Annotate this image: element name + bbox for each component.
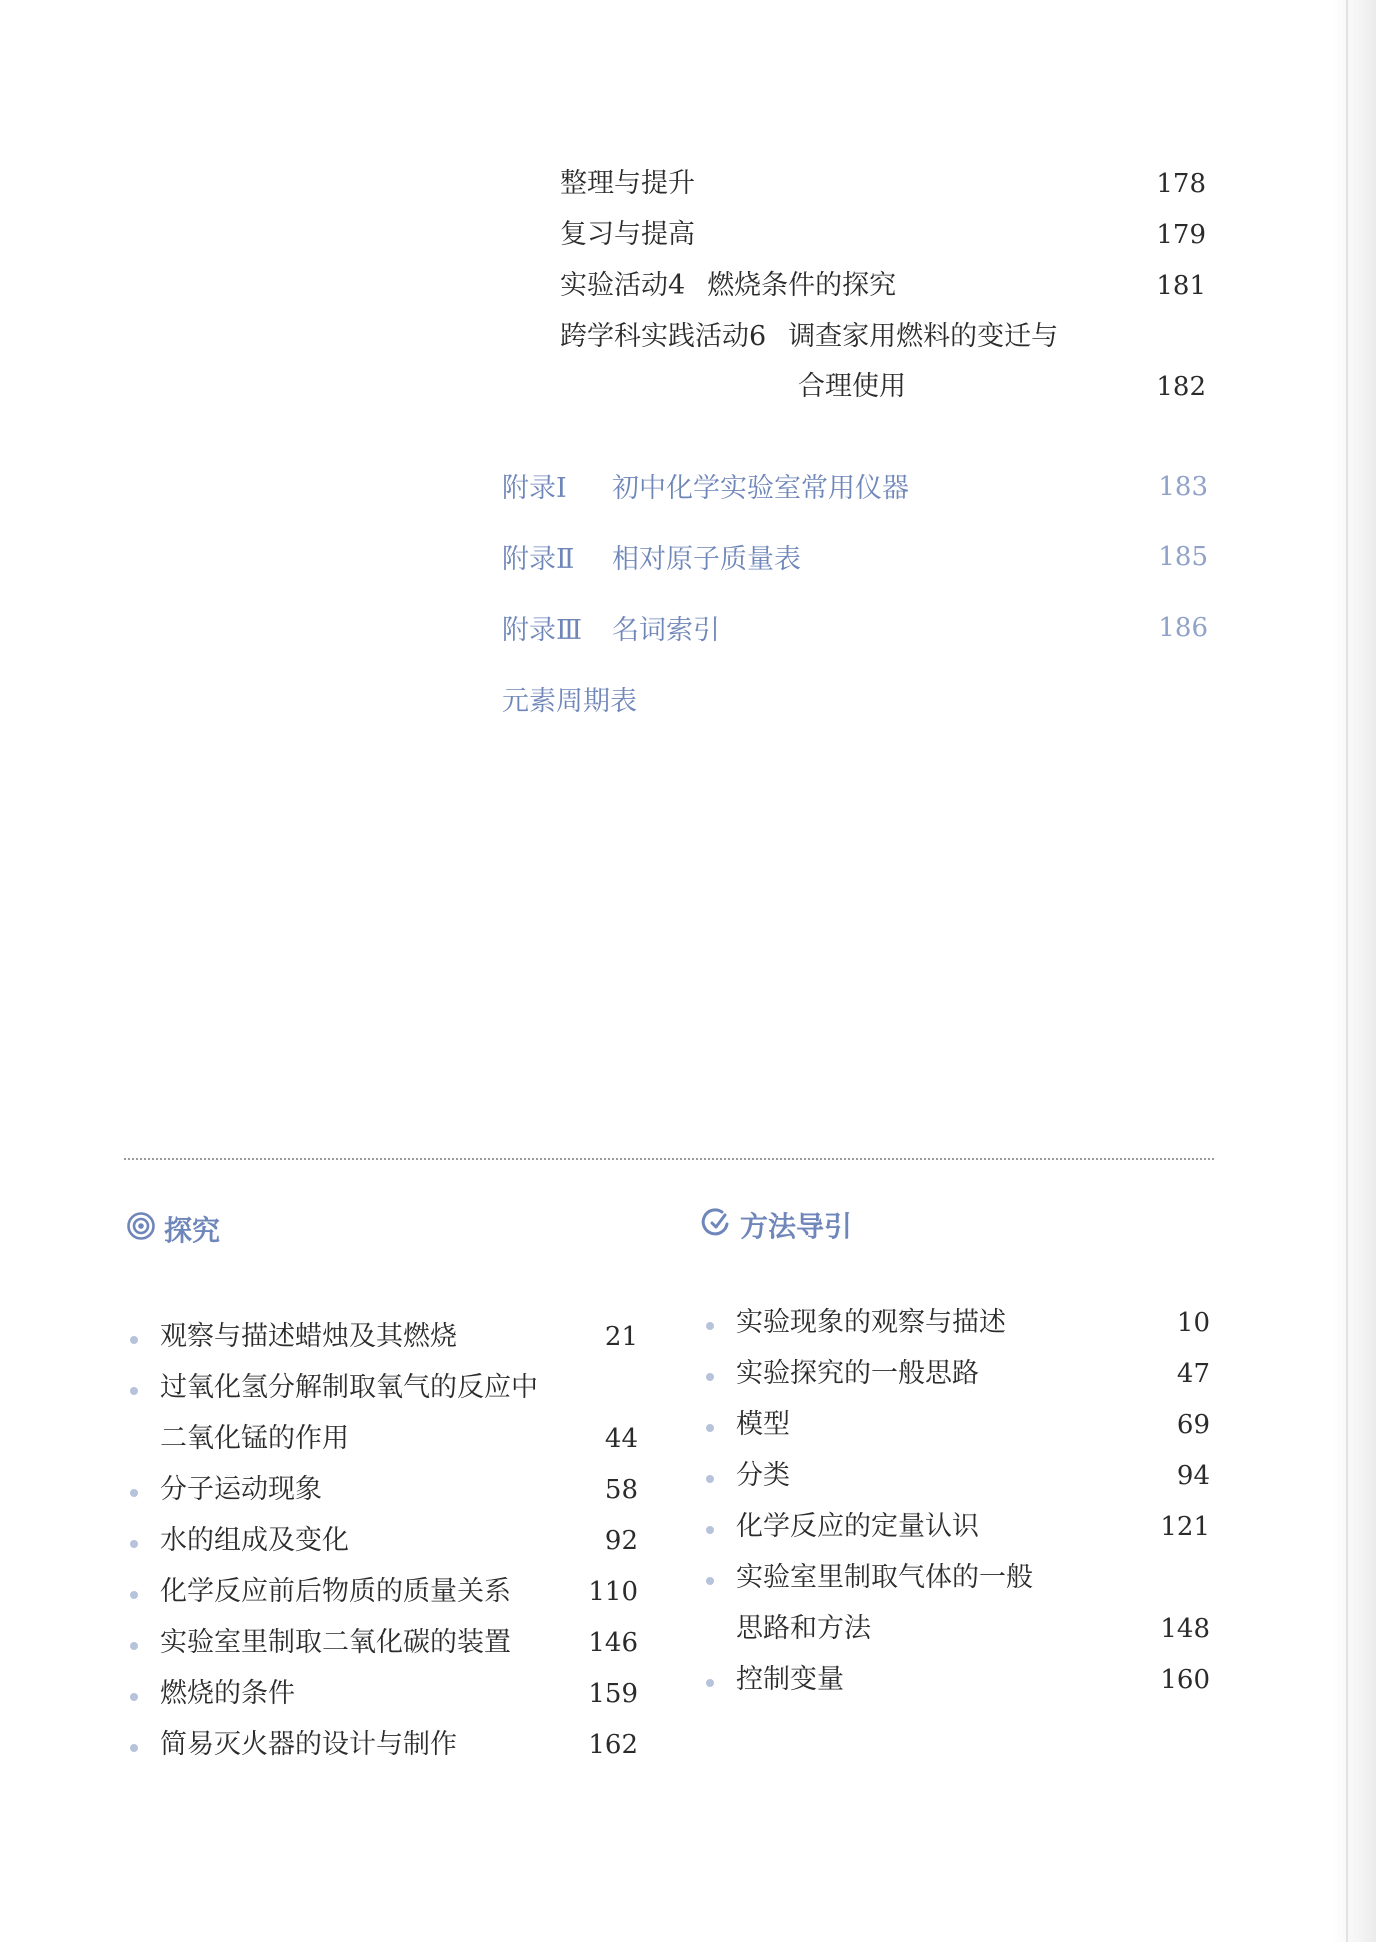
list-bullet: [706, 1577, 714, 1585]
list-item-page: 69: [1176, 1410, 1210, 1440]
list-item-page: 148: [1160, 1614, 1210, 1644]
method-heading: [700, 1205, 852, 1245]
list-item-continued: 思路和方法: [736, 1613, 871, 1644]
appendix-title: 初中化学实验室常用仪器: [612, 473, 909, 504]
list-item: 燃烧的条件: [160, 1678, 295, 1709]
list-item-page: 44: [604, 1424, 638, 1454]
list-bullet: [706, 1679, 714, 1687]
explore-heading-text: 探究: [164, 1214, 221, 1247]
appendix-item: [502, 543, 801, 577]
toc-item-page: 181: [1156, 271, 1206, 301]
list-item-page: 92: [604, 1526, 638, 1556]
list-item-page: 160: [1160, 1665, 1210, 1695]
appendix-title: 元素周期表: [502, 686, 637, 717]
explore-heading: [126, 1209, 220, 1249]
toc-item-page: 178: [1156, 169, 1206, 199]
appendix-label: 附录Ⅱ: [502, 544, 575, 575]
toc-item-title: [560, 269, 896, 303]
list-bullet: [130, 1489, 138, 1497]
list-bullet: [706, 1475, 714, 1483]
appendix-label: 附录Ⅲ: [502, 615, 583, 646]
list-bullet: [130, 1336, 138, 1344]
list-item-page: 110: [588, 1577, 638, 1607]
list-bullet: [706, 1526, 714, 1534]
toc-item-page: 179: [1156, 220, 1206, 250]
toc-item-page: 182: [1156, 372, 1206, 402]
list-item-page: 159: [588, 1679, 638, 1709]
list-item: 过氧化氢分解制取氧气的反应中: [160, 1372, 538, 1403]
list-bullet: [130, 1540, 138, 1548]
list-bullet: [130, 1744, 138, 1752]
appendix-page: 186: [1158, 613, 1208, 643]
toc-item-title: [560, 320, 1058, 354]
list-item-page: 121: [1160, 1512, 1210, 1542]
list-item-page: 146: [588, 1628, 638, 1658]
list-item: 简易灭火器的设计与制作: [160, 1729, 457, 1760]
appendix-item: [502, 472, 909, 506]
list-item: 模型: [736, 1409, 790, 1440]
list-item: 实验室里制取二氧化碳的装置: [160, 1627, 511, 1658]
list-item-page: 94: [1176, 1461, 1210, 1491]
toc-item-title: 复习与提高: [560, 219, 695, 250]
appendix-label: 附录Ⅰ: [502, 473, 567, 504]
appendix-item: [502, 614, 720, 648]
list-item: 实验现象的观察与描述: [736, 1307, 1006, 1338]
list-item: 分类: [736, 1460, 790, 1491]
list-item: 水的组成及变化: [160, 1525, 349, 1556]
toc-item-subtitle: 调查家用燃料的变迁与: [788, 321, 1059, 352]
appendix-title: 名词索引: [612, 615, 720, 646]
page-edge-shadow: [1332, 0, 1376, 1942]
list-bullet: [130, 1591, 138, 1599]
list-item: 化学反应前后物质的质量关系: [160, 1576, 511, 1607]
page-edge-line: [1346, 0, 1348, 1942]
toc-item-label: 跨学科实践活动6: [560, 321, 767, 352]
list-item: 分子运动现象: [160, 1474, 322, 1505]
method-guide-icon: [700, 1206, 740, 1245]
list-item-page: 21: [604, 1322, 638, 1352]
appendix-title: 相对原子质量表: [612, 544, 801, 575]
toc-item-title-continued: 合理使用: [798, 371, 906, 402]
list-bullet: [130, 1387, 138, 1395]
list-item: 实验室里制取气体的一般: [736, 1562, 1033, 1593]
list-item: 实验探究的一般思路: [736, 1358, 979, 1389]
list-bullet: [706, 1322, 714, 1330]
target-icon: [126, 1211, 164, 1248]
list-bullet: [706, 1424, 714, 1432]
toc-item-title: 整理与提升: [560, 168, 695, 199]
section-divider: [124, 1158, 1214, 1160]
list-item: 观察与描述蜡烛及其燃烧: [160, 1321, 457, 1352]
list-item-page: 58: [604, 1475, 638, 1505]
toc-item-subtitle: 燃烧条件的探究: [707, 270, 897, 301]
appendix-item: [502, 685, 637, 719]
appendix-page: 183: [1158, 472, 1208, 502]
list-item: 化学反应的定量认识: [736, 1511, 979, 1542]
list-item-page: 10: [1176, 1308, 1210, 1338]
list-bullet: [130, 1642, 138, 1650]
list-item-page: 47: [1176, 1359, 1210, 1389]
list-bullet: [130, 1693, 138, 1701]
list-item-continued: 二氧化锰的作用: [160, 1423, 349, 1454]
list-bullet: [706, 1373, 714, 1381]
list-item: 控制变量: [736, 1664, 844, 1695]
method-heading-text: 方法导引: [740, 1210, 853, 1243]
toc-item-label: 实验活动4: [560, 270, 686, 301]
list-item-page: 162: [588, 1730, 638, 1760]
appendix-page: 185: [1158, 542, 1208, 572]
